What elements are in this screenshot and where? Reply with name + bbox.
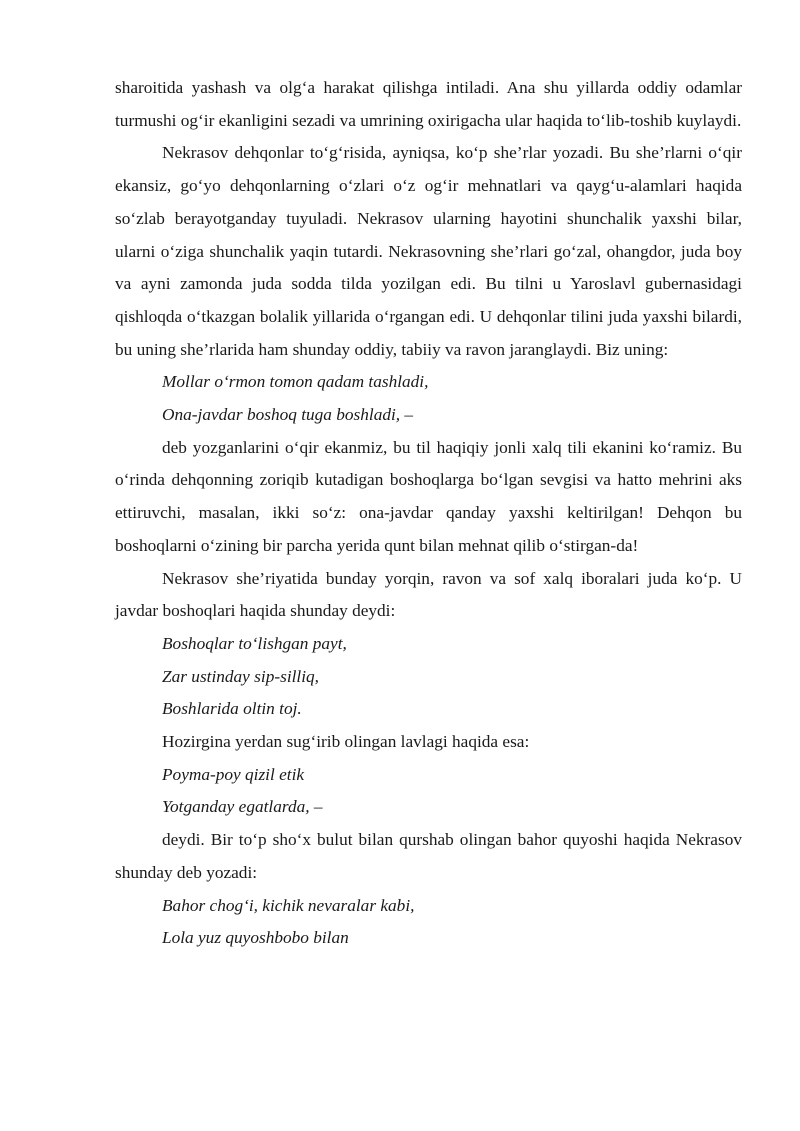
verse-3-line-2: Yotganday egatlarda, – [162, 797, 323, 817]
verse-4-line-2: Lola yuz quyoshbobo bilan [162, 928, 349, 948]
paragraph-6: deydi. Bir to‘p sho‘x bulut bilan qurshab olingan bahor quyoshi haqida Nekrasov shunday deb yozadi: [115, 830, 742, 882]
verse-2-line-1: Boshoqlar to‘lishgan payt, [162, 633, 347, 653]
verse-2-line-2: Zar ustinday sip-silliq, [162, 666, 319, 686]
paragraph-3: deb yozganlarini o‘qir ekanmiz, bu til haqiqiy jonli xalq tili ekanini ko‘ramiz. Bu o‘rinda dehqonning zoriqib kutadigan boshoqlarga bo‘lgan sevgisi va hatto mehrini aks ettiruvchi, masalan, ikki so‘z: ona-javdar qanday yaxshi keltirilgan! Dehqon bu boshoqlarni o‘zining bir parcha yerida qunt bilan mehnat qilib o‘stirgan-da! [115, 437, 742, 555]
paragraph-5: Hozirgina yerdan sug‘irib olingan lavlagi haqida esa: [162, 732, 530, 752]
verse-1-line-2: Ona-javdar boshoq tuga boshladi, – [162, 405, 414, 425]
verse-2-line-3: Boshlarida oltin toj. [162, 699, 302, 719]
document-page [115, 72, 742, 955]
verse-1-line-1: Mollar o‘rmon tomon qadam tashladi, [162, 372, 429, 392]
verse-4-line-1: Bahor chog‘i, kichik nevaralar kabi, [162, 895, 415, 915]
paragraph-1: sharoitida yashash va olg‘a harakat qilishga intiladi. Ana shu yillarda oddiy odamlar turmushi og‘ir ekanligini sezadi va umrining oxirigacha ular haqida to‘lib-toshib kuylaydi. [115, 78, 742, 130]
paragraph-4: Nekrasov she’riyatida bunday yorqin, ravon va sof xalq iboralari juda ko‘p. U javdar boshoqlari haqida shunday deydi: [115, 568, 742, 621]
verse-3-line-1: Poyma-poy qizil etik [162, 764, 305, 784]
paragraph-2: Nekrasov dehqonlar to‘g‘risida, ayniqsa, ko‘p she’rlar yozadi. Bu she’rlarni o‘qir ekansiz, go‘yo dehqonlarning o‘zlari o‘z og‘ir mehnatlari va qayg‘u-alamlari haqida so‘zlab berayotganday tuyuladi. Nekrasov ularning hayotini shunchalik yaxshi bilar, ularni o‘ziga shunchalik yaqin tutardi. Nekrasovning she’rlari go‘zal, ohangdor, juda boy va ayni zamonda juda sodda tilda yozilgan edi. Bu tilni u Yaroslavl gubernasidagi qishloqda o‘tkazgan bolalik yillarida o‘rgangan edi. U dehqonlar tilini juda yaxshi bilardi, bu uning she’rlarida ham shunday oddiy, tabiiy va ravon jaranglaydi. Biz uning: [115, 143, 742, 359]
